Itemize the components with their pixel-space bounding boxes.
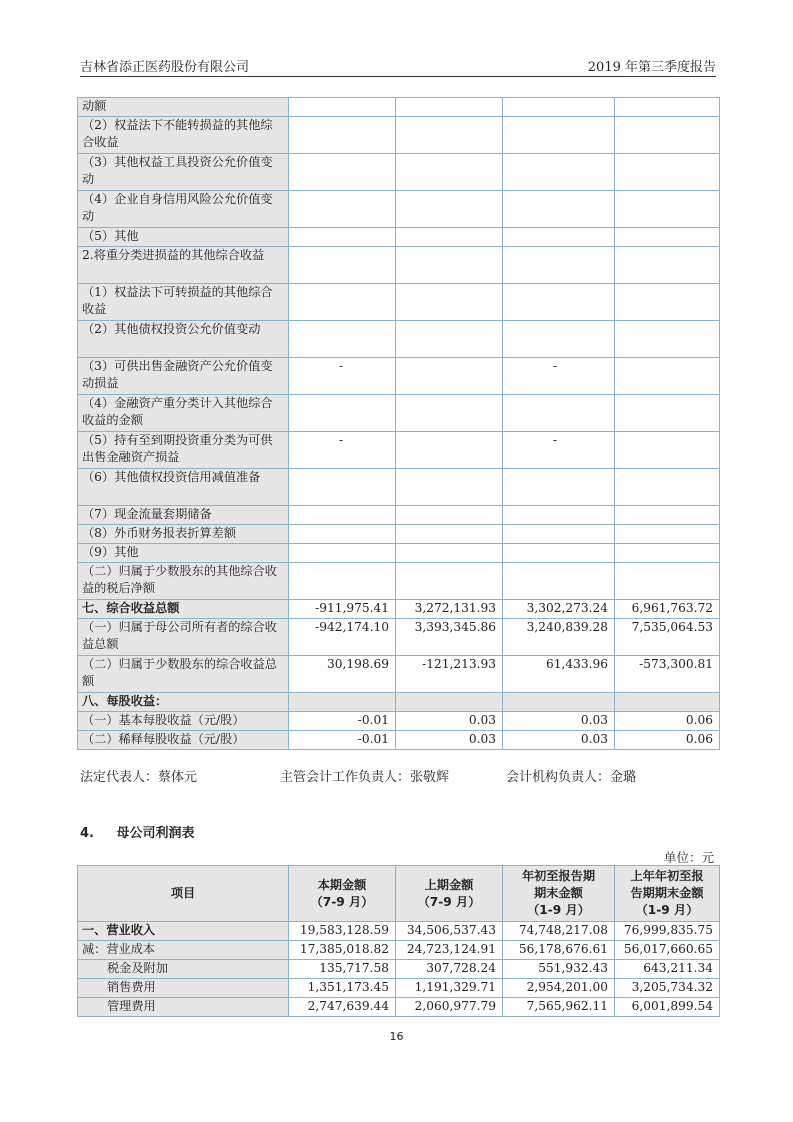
section-heading bbox=[80, 822, 195, 841]
value-cell bbox=[396, 505, 503, 524]
value-cell bbox=[503, 394, 615, 431]
row-label: （一）基本每股收益（元/股） bbox=[78, 711, 289, 730]
value-cell bbox=[396, 320, 503, 357]
row-label: （4）企业自身信用风险公允价值变动 bbox=[78, 190, 289, 227]
value-cell bbox=[615, 692, 720, 711]
row-label: 税金及附加 bbox=[78, 960, 289, 979]
value-cell bbox=[289, 153, 396, 190]
value-cell: 6,001,899.54 bbox=[615, 998, 720, 1017]
value-cell bbox=[289, 227, 396, 246]
value-cell: 19,583,128.59 bbox=[289, 922, 396, 941]
row-label: （8）外币财务报表折算差额 bbox=[78, 524, 289, 543]
value-cell bbox=[396, 153, 503, 190]
value-cell bbox=[503, 283, 615, 320]
value-cell bbox=[396, 227, 503, 246]
value-cell: -0.01 bbox=[289, 711, 396, 730]
table-row bbox=[78, 153, 720, 190]
report-title: 2019 年第三季度报告 bbox=[587, 60, 716, 75]
value-cell: 135,717.58 bbox=[289, 960, 396, 979]
value-cell: 17,385,018.82 bbox=[289, 941, 396, 960]
table-row bbox=[78, 116, 720, 153]
table-row bbox=[78, 227, 720, 246]
value-cell bbox=[396, 190, 503, 227]
table-row bbox=[78, 98, 720, 117]
value-cell bbox=[289, 468, 396, 505]
table-row bbox=[78, 394, 720, 431]
value-cell bbox=[396, 524, 503, 543]
table-row bbox=[78, 357, 720, 394]
value-cell bbox=[396, 357, 503, 394]
row-label: （9）其他 bbox=[78, 543, 289, 562]
value-cell bbox=[396, 468, 503, 505]
row-label: （4）金融资产重分类计入其他综合收益的金额 bbox=[78, 394, 289, 431]
value-cell bbox=[396, 692, 503, 711]
value-cell: 0.03 bbox=[396, 730, 503, 749]
table-row bbox=[78, 599, 720, 618]
value-cell bbox=[503, 116, 615, 153]
row-label: （3）其他权益工具投资公允价值变动 bbox=[78, 153, 289, 190]
table-row bbox=[78, 543, 720, 562]
page-number: 16 bbox=[389, 1030, 404, 1043]
row-label: 动额 bbox=[78, 98, 289, 117]
table-row bbox=[78, 283, 720, 320]
value-cell bbox=[615, 227, 720, 246]
value-cell: 0.06 bbox=[615, 730, 720, 749]
value-cell bbox=[396, 283, 503, 320]
value-cell bbox=[289, 562, 396, 599]
value-cell: 3,205,734.32 bbox=[615, 979, 720, 998]
row-label: （二）归属于少数股东的综合收益总额 bbox=[78, 655, 289, 692]
table-row bbox=[78, 711, 720, 730]
value-cell: - bbox=[503, 357, 615, 394]
value-cell: 7,535,064.53 bbox=[615, 618, 720, 655]
value-cell bbox=[615, 543, 720, 562]
table-row bbox=[78, 941, 720, 960]
value-cell: 56,178,676.61 bbox=[503, 941, 615, 960]
value-cell: -0.01 bbox=[289, 730, 396, 749]
table-row bbox=[78, 505, 720, 524]
value-cell: - bbox=[503, 431, 615, 468]
column-header: 项目 bbox=[78, 866, 289, 922]
value-cell: 3,393,345.86 bbox=[396, 618, 503, 655]
row-label: （2）其他债权投资公允价值变动 bbox=[78, 320, 289, 357]
value-cell bbox=[289, 505, 396, 524]
value-cell bbox=[396, 98, 503, 117]
value-cell: 3,302,273.24 bbox=[503, 599, 615, 618]
value-cell bbox=[503, 98, 615, 117]
table-row bbox=[78, 655, 720, 692]
row-label: 2.将重分类进损益的其他综合收益 bbox=[78, 246, 289, 283]
value-cell bbox=[289, 692, 396, 711]
value-cell bbox=[503, 190, 615, 227]
value-cell bbox=[503, 524, 615, 543]
value-cell: 2,954,201.00 bbox=[503, 979, 615, 998]
value-cell bbox=[503, 468, 615, 505]
page-header bbox=[80, 56, 716, 77]
value-cell bbox=[289, 98, 396, 117]
value-cell bbox=[503, 562, 615, 599]
row-label: （二）归属于少数股东的其他综合收益的税后净额 bbox=[78, 562, 289, 599]
value-cell: -573,300.81 bbox=[615, 655, 720, 692]
table-row bbox=[78, 998, 720, 1017]
value-cell bbox=[289, 524, 396, 543]
value-cell bbox=[289, 394, 396, 431]
value-cell bbox=[615, 505, 720, 524]
table-row bbox=[78, 431, 720, 468]
row-label: 八、每股收益： bbox=[78, 692, 289, 711]
value-cell bbox=[289, 283, 396, 320]
value-cell bbox=[615, 357, 720, 394]
value-cell bbox=[615, 98, 720, 117]
value-cell: 3,272,131.93 bbox=[396, 599, 503, 618]
company-name: 吉林省添正医药股份有限公司 bbox=[80, 60, 250, 75]
value-cell: 7,565,962.11 bbox=[503, 998, 615, 1017]
row-label: （二）稀释每股收益（元/股） bbox=[78, 730, 289, 749]
section-title: 母公司利润表 bbox=[116, 826, 195, 841]
row-label: 减：营业成本 bbox=[78, 941, 289, 960]
table-row bbox=[78, 692, 720, 711]
value-cell bbox=[289, 246, 396, 283]
value-cell bbox=[615, 116, 720, 153]
value-cell: 61,433.96 bbox=[503, 655, 615, 692]
row-label: 一、营业收入 bbox=[78, 922, 289, 941]
table-row bbox=[78, 524, 720, 543]
value-cell bbox=[615, 246, 720, 283]
table-row bbox=[78, 320, 720, 357]
unit-label: 单位：元 bbox=[663, 850, 714, 865]
value-cell: 0.03 bbox=[503, 730, 615, 749]
row-label: 七、综合收益总额 bbox=[78, 599, 289, 618]
value-cell: 0.03 bbox=[503, 711, 615, 730]
row-label: （5）持有至到期投资重分类为可供出售金融资产损益 bbox=[78, 431, 289, 468]
value-cell bbox=[503, 543, 615, 562]
value-cell: 24,723,124.91 bbox=[396, 941, 503, 960]
value-cell: - bbox=[289, 357, 396, 394]
value-cell bbox=[615, 562, 720, 599]
value-cell: 34,506,537.43 bbox=[396, 922, 503, 941]
table-row bbox=[78, 960, 720, 979]
value-cell bbox=[396, 116, 503, 153]
row-label: （一）归属于母公司所有者的综合收益总额 bbox=[78, 618, 289, 655]
income-statement-table-continued bbox=[77, 97, 720, 750]
value-cell: 0.03 bbox=[396, 711, 503, 730]
value-cell: 2,747,639.44 bbox=[289, 998, 396, 1017]
column-header: 上年年初至报 告期期末金额 （1-9 月） bbox=[615, 866, 720, 922]
value-cell: -911,975.41 bbox=[289, 599, 396, 618]
value-cell: 6,961,763.72 bbox=[615, 599, 720, 618]
value-cell bbox=[289, 543, 396, 562]
value-cell: 1,191,329.71 bbox=[396, 979, 503, 998]
column-header: 本期金额 （7-9 月） bbox=[289, 866, 396, 922]
table-row bbox=[78, 246, 720, 283]
row-label: 管理费用 bbox=[78, 998, 289, 1017]
value-cell: 30,198.69 bbox=[289, 655, 396, 692]
table-row bbox=[78, 618, 720, 655]
accounting-head: 主管会计工作负责人：张敬辉 bbox=[280, 770, 450, 785]
table-row bbox=[78, 468, 720, 505]
value-cell: 74,748,217.08 bbox=[503, 922, 615, 941]
value-cell bbox=[289, 320, 396, 357]
value-cell: 76,999,835.75 bbox=[615, 922, 720, 941]
column-header: 年初至报告期 期末金额 （1-9 月） bbox=[503, 866, 615, 922]
table-row bbox=[78, 190, 720, 227]
row-label: （5）其他 bbox=[78, 227, 289, 246]
table-row bbox=[78, 730, 720, 749]
value-cell: -121,213.93 bbox=[396, 655, 503, 692]
value-cell bbox=[615, 153, 720, 190]
value-cell: 56,017,660.65 bbox=[615, 941, 720, 960]
table-row bbox=[78, 562, 720, 599]
row-label: （2）权益法下不能转损益的其他综合收益 bbox=[78, 116, 289, 153]
table-row bbox=[78, 922, 720, 941]
section-number: 4. bbox=[80, 826, 94, 841]
column-header: 上期金额 （7-9 月） bbox=[396, 866, 503, 922]
value-cell bbox=[615, 524, 720, 543]
value-cell bbox=[615, 394, 720, 431]
row-label: 销售费用 bbox=[78, 979, 289, 998]
value-cell bbox=[503, 692, 615, 711]
value-cell bbox=[503, 153, 615, 190]
value-cell: 0.06 bbox=[615, 711, 720, 730]
accounting-org-head: 会计机构负责人：金璐 bbox=[506, 770, 637, 785]
value-cell bbox=[615, 320, 720, 357]
row-label: （7）现金流量套期储备 bbox=[78, 505, 289, 524]
value-cell bbox=[503, 246, 615, 283]
value-cell bbox=[396, 543, 503, 562]
legal-representative: 法定代表人：蔡体元 bbox=[80, 770, 198, 785]
value-cell bbox=[289, 190, 396, 227]
table-row bbox=[78, 979, 720, 998]
value-cell: 551,932.43 bbox=[503, 960, 615, 979]
value-cell bbox=[615, 468, 720, 505]
row-label: （3）可供出售金融资产公允价值变动损益 bbox=[78, 357, 289, 394]
row-label: （1）权益法下可转损益的其他综合收益 bbox=[78, 283, 289, 320]
value-cell bbox=[396, 246, 503, 283]
parent-income-statement-table bbox=[77, 865, 720, 1017]
value-cell bbox=[615, 190, 720, 227]
value-cell: - bbox=[289, 431, 396, 468]
value-cell bbox=[503, 227, 615, 246]
value-cell: 2,060,977.79 bbox=[396, 998, 503, 1017]
value-cell bbox=[396, 562, 503, 599]
value-cell bbox=[396, 394, 503, 431]
value-cell bbox=[615, 283, 720, 320]
value-cell: -942,174.10 bbox=[289, 618, 396, 655]
value-cell bbox=[289, 116, 396, 153]
value-cell: 307,728.24 bbox=[396, 960, 503, 979]
value-cell bbox=[503, 505, 615, 524]
value-cell bbox=[503, 320, 615, 357]
value-cell: 643,211.34 bbox=[615, 960, 720, 979]
value-cell bbox=[615, 431, 720, 468]
row-label: （6）其他债权投资信用减值准备 bbox=[78, 468, 289, 505]
value-cell: 1,351,173.45 bbox=[289, 979, 396, 998]
value-cell: 3,240,839.28 bbox=[503, 618, 615, 655]
value-cell bbox=[396, 431, 503, 468]
